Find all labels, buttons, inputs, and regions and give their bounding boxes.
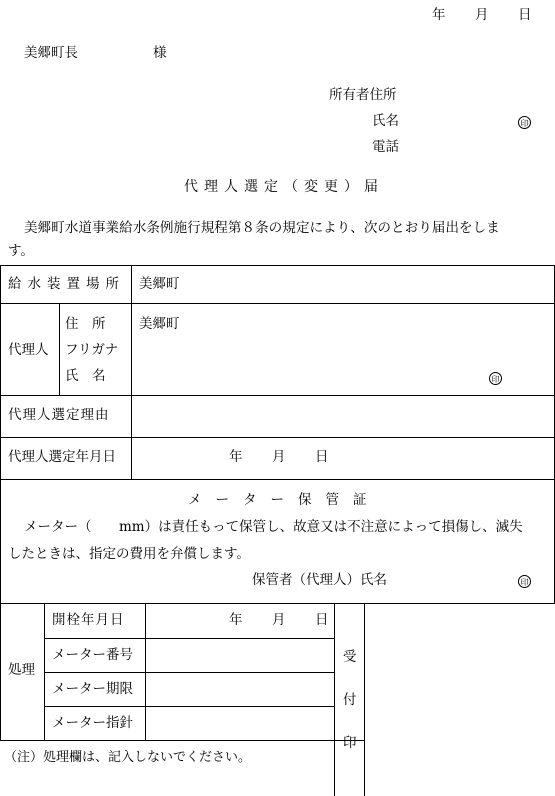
header-year: 年 <box>432 7 446 23</box>
processing-column-divider <box>145 603 146 740</box>
processing-label: 処理 <box>8 662 35 678</box>
agent-label: 代理人 <box>8 342 49 358</box>
date-month: 月 <box>272 449 286 465</box>
keeper-label: 保管者（代理人）氏名 <box>252 572 387 588</box>
processing-column-divider <box>364 603 365 796</box>
address-value: 美郷町 <box>139 316 180 332</box>
table-border-top <box>0 265 555 266</box>
processing-column-divider <box>334 603 335 796</box>
location-label: 給水装置場所 <box>8 276 125 292</box>
processing-border-bottom <box>0 740 364 741</box>
meter-reading-label: メーター指針 <box>52 715 133 731</box>
meter-number-label: メーター番号 <box>52 647 133 663</box>
processing-rule <box>44 638 334 639</box>
meter-cert-line1b: mm）は責任もって保管し、故意又は不注意によって損傷し、滅失 <box>119 519 523 535</box>
table-border-left <box>0 265 1 603</box>
table-rule <box>0 479 555 480</box>
open-date-month: 月 <box>272 612 286 628</box>
date-year: 年 <box>229 449 243 465</box>
header-day: 日 <box>518 7 532 23</box>
reason-label: 代理人選定理由 <box>8 407 110 423</box>
keeper-seal-icon: 印 <box>518 575 531 588</box>
date-label: 代理人選定年月日 <box>8 449 116 465</box>
receipt-char-3: 印 <box>343 735 357 751</box>
table-rule <box>0 437 555 438</box>
meter-term-label: メーター期限 <box>52 681 133 697</box>
table-column-divider <box>59 303 60 395</box>
date-day: 日 <box>315 449 329 465</box>
body-text-line1: 美郷町水道事業給水条例施行規程第８条の規定により、次のとおり届出をしま <box>24 220 500 236</box>
open-date-day: 日 <box>315 612 329 628</box>
address-label: 住 所 <box>65 316 106 332</box>
location-value: 美郷町 <box>139 276 180 292</box>
document-title: 代理人選定（変更）届 <box>184 179 384 195</box>
receipt-char-2: 付 <box>343 692 357 708</box>
processing-rule <box>44 672 334 673</box>
open-date-label: 開栓年月日 <box>52 612 125 628</box>
honorific: 様 <box>153 45 167 61</box>
agent-seal-icon: 印 <box>489 372 502 385</box>
processing-border-left <box>0 603 1 740</box>
body-text-line2: す。 <box>8 243 34 259</box>
addressee: 美郷町長 <box>24 45 78 61</box>
owner-seal-icon: 印 <box>518 116 531 129</box>
table-column-divider <box>131 265 132 479</box>
table-rule <box>0 395 555 396</box>
receipt-char-1: 受 <box>343 649 357 665</box>
header-month: 月 <box>475 7 489 23</box>
meter-cert-title: メーター保管証 <box>188 492 381 508</box>
owner-address-label: 所有者住所 <box>329 87 397 103</box>
owner-phone-label: 電話 <box>372 139 399 155</box>
table-rule <box>0 603 555 604</box>
owner-name-label: 氏名 <box>372 113 399 129</box>
processing-column-divider <box>44 603 45 740</box>
footnote: （注）処理欄は、記入しないでください。 <box>4 750 252 765</box>
table-rule <box>0 303 555 304</box>
name-label: 氏 名 <box>65 368 106 384</box>
furigana-label: フリガナ <box>65 342 119 358</box>
meter-cert-line2: したときは、指定の費用を弁償します。 <box>8 546 250 562</box>
meter-cert-line1a: メーター（ <box>24 519 92 535</box>
processing-rule <box>44 706 334 707</box>
open-date-year: 年 <box>229 612 243 628</box>
